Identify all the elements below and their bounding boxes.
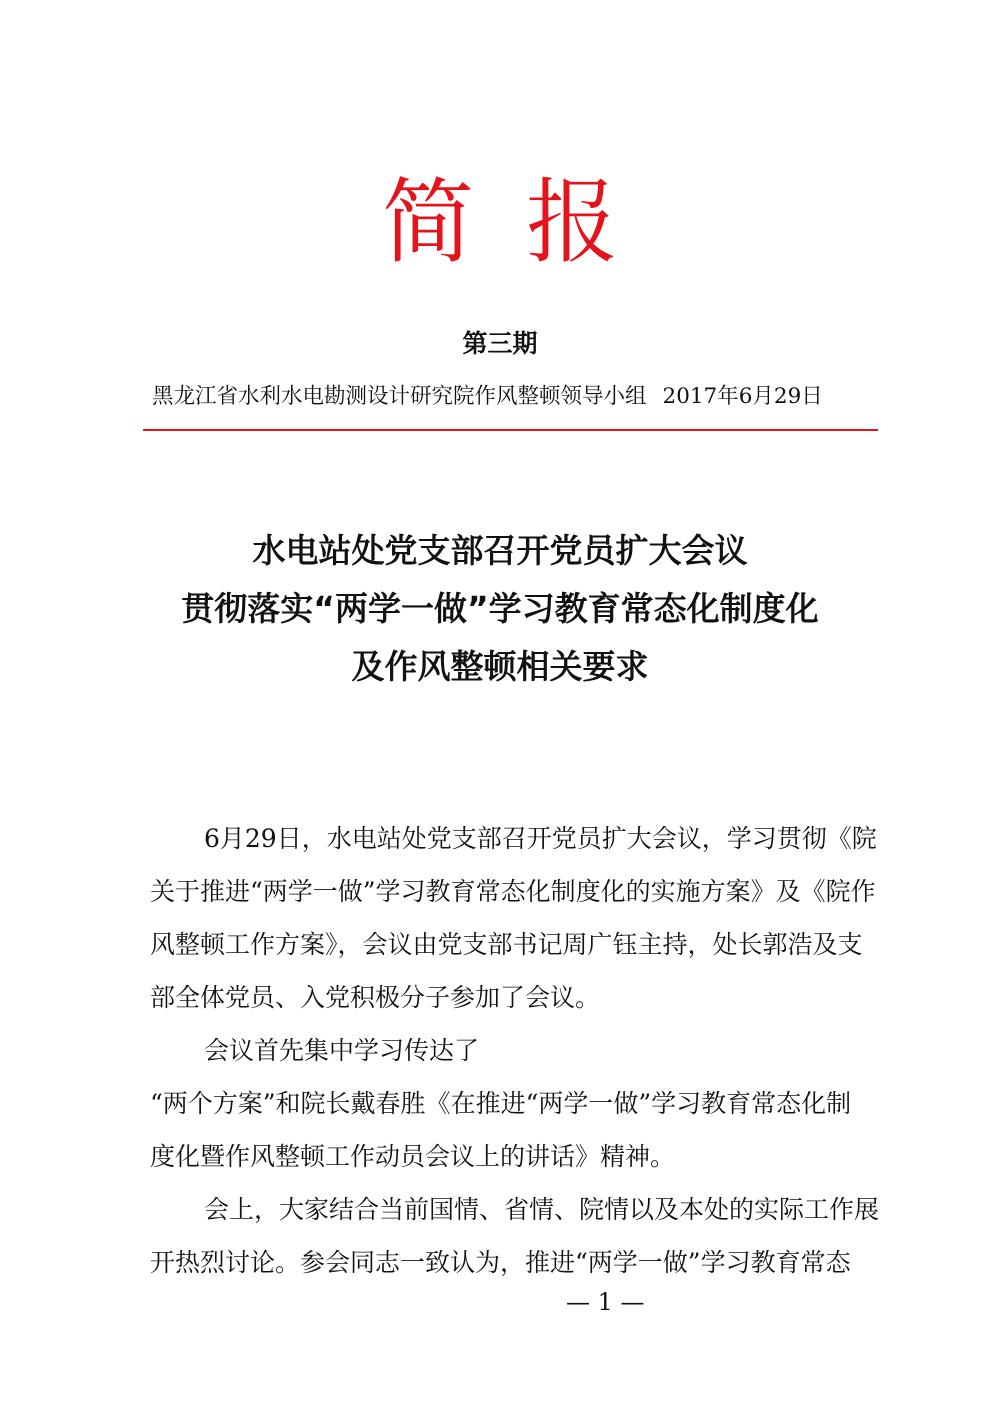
body-line: “两个方案”和院长戴春胜《在推进“两学一做”学习教育常态化制 bbox=[150, 1089, 852, 1118]
issue-number: 第三期 bbox=[462, 329, 538, 358]
masthead-title: 简报 bbox=[381, 169, 670, 276]
body-line: 会议首先集中学习传达了 bbox=[204, 1036, 480, 1065]
body-line: 会上，大家结合当前国情、省情、院情以及本处的实际工作展 bbox=[204, 1195, 880, 1224]
body-line: 关于推进“两学一做”学习教育常态化制度化的实施方案》及《院作 bbox=[150, 877, 876, 906]
page-number: — 1 — bbox=[566, 1288, 645, 1316]
issuer-name: 黑龙江省水利水电勘测设计研究院作风整顿领导小组 bbox=[152, 384, 647, 409]
headline-line: 及作风整顿相关要求 bbox=[351, 647, 649, 686]
body-line: 风整顿工作方案》，会议由党支部书记周广钰主持，处长郭浩及支 bbox=[150, 930, 863, 959]
body-line: 部全体党员、入党积极分子参加了会议。 bbox=[150, 983, 601, 1012]
body-line: 度化暨作风整顿工作动员会议上的讲话》精神。 bbox=[150, 1142, 676, 1171]
issuer-line bbox=[152, 380, 872, 414]
body-line: 开热烈讨论。参会同志一致认为，推进“两学一做”学习教育常态 bbox=[150, 1248, 851, 1277]
body-line: 6月29日，水电站处党支部召开党员扩大会议，学习贯彻《院 bbox=[204, 824, 877, 853]
issue-date: 2017年6月29日 bbox=[662, 384, 823, 409]
article-headline bbox=[0, 522, 1000, 696]
article-body bbox=[150, 812, 910, 1289]
red-divider-rule bbox=[143, 429, 878, 431]
headline-line: 贯彻落实“两学一做”学习教育常态化制度化 bbox=[181, 589, 819, 628]
headline-line: 水电站处党支部召开党员扩大会议 bbox=[252, 531, 748, 570]
